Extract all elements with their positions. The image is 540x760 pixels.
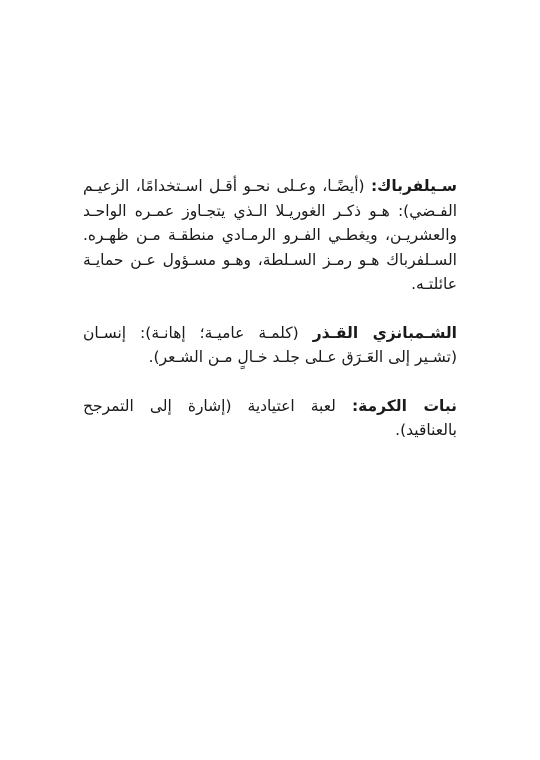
entry-term: سـيلفرباك: (370, 177, 457, 195)
entry-term: الشـمبانزي القـذر (312, 323, 457, 342)
glossary-entry-vine-plant (83, 394, 457, 443)
glossary-text (83, 174, 457, 467)
entry-term: نبات الكرمة: (351, 396, 457, 415)
entry-definition: (كلمـة عاميـة؛ إهانـة): إنسـان (تشـير إلى العَـرَق عـلى جلـد خـالٍ مـن الشـعر). (83, 323, 457, 366)
glossary-entry-silverback (83, 174, 457, 297)
entry-definition: لعبة اعتيادية (إشارة إلى التمرجح بالعناقيد). (83, 396, 457, 439)
entry-definition: (أيضًـا، وعـلى نحـو أقـل اسـتخدامًا، الزعيـم الفـضي): هـو ذكـر الغوريـلا الـذي يتجـاوز عمـره الواحـد والعشريـن، ويغطـي الفـرو الرمـادي منطقـة مـن ظهـره. السـلفرباك هـو رمـز السـلطة، وهـو مسـؤول عـن حمايـة عائلتـه. (83, 177, 457, 293)
glossary-entry-dirty-chimpanzee (83, 321, 457, 370)
